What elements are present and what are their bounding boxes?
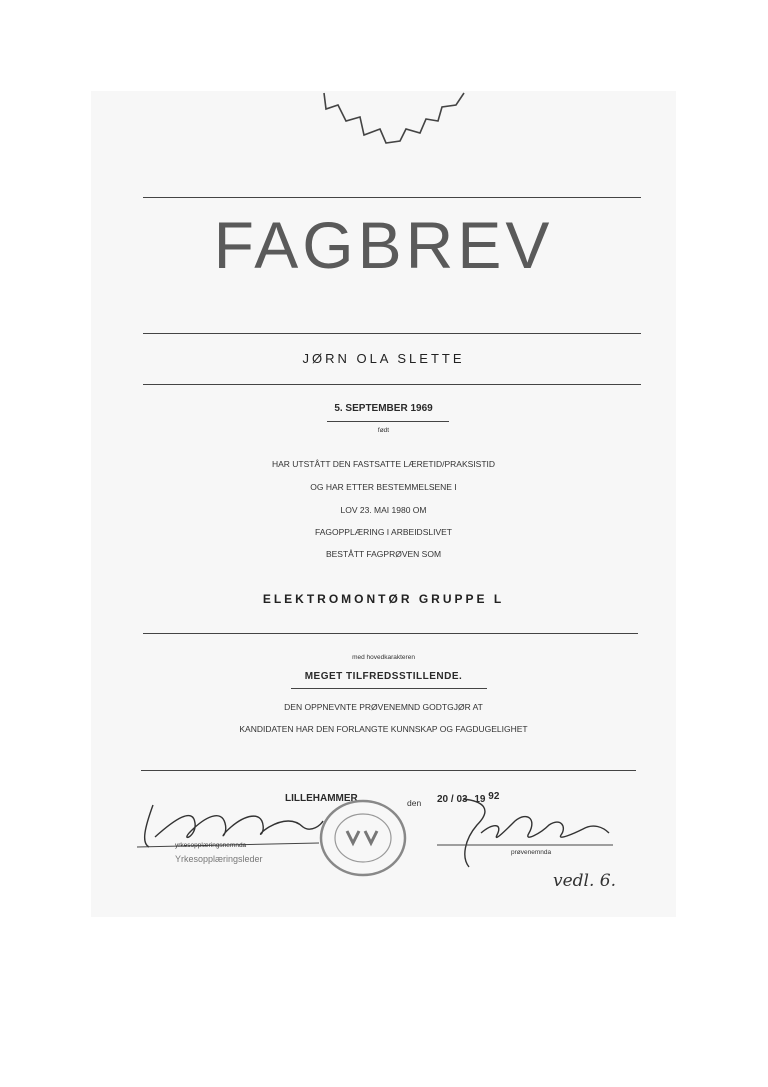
- statement-line-4: FAGOPPLÆRING I ARBEIDSLIVET: [315, 527, 452, 537]
- birth-date: 5. SEPTEMBER 1969: [334, 403, 433, 414]
- trade-title: ELEKTROMONTØR GRUPPE L: [262, 592, 505, 606]
- date-year: 92: [488, 791, 500, 802]
- title-bottom-rule: [143, 333, 641, 334]
- grade-label: med hovedkarakteren: [352, 654, 415, 661]
- date-month: 03: [456, 794, 468, 805]
- certificate-title: FAGBREV: [213, 208, 554, 282]
- handwritten-note: vedl. 6.: [553, 871, 617, 891]
- official-stamp-icon: [317, 797, 409, 879]
- attestation-line-2: KANDIDATEN HAR DEN FORLANGTE KUNNSKAP OG FAGDUGELIGHET: [239, 724, 528, 734]
- certificate-document: [91, 91, 676, 917]
- right-committee-label: prøvenemnda: [511, 849, 552, 856]
- place-label: LILLEHAMMER: [285, 793, 358, 804]
- statement-line-3: LOV 23. MAI 1980 OM: [340, 505, 427, 515]
- grade-value: MEGET TILFREDSSTILLENDE.: [304, 671, 463, 682]
- name-bottom-rule: [143, 384, 641, 385]
- signature-top-rule: [141, 770, 636, 771]
- date-day: 20: [437, 794, 449, 805]
- birth-date-underline: [327, 421, 449, 422]
- trade-bottom-rule: [143, 633, 638, 634]
- grade-underline: [291, 688, 487, 689]
- candidate-name: JØRN OLA SLETTE: [302, 351, 465, 366]
- attestation-line-1: DEN OPPNEVNTE PRØVENEMND GODTGJØR AT: [284, 702, 483, 712]
- den-label: den: [407, 798, 422, 808]
- date-century: 19: [474, 794, 486, 805]
- gear-emblem: [316, 91, 471, 151]
- statement-line-1: HAR UTSTÅTT DEN FASTSATTE LÆRETID/PRAKSISTID: [271, 459, 496, 469]
- right-signature: [437, 793, 617, 871]
- born-label: født: [377, 427, 390, 434]
- top-rule: [143, 197, 641, 198]
- issue-date: 20 / 03 19 92: [437, 791, 500, 805]
- left-role-label: Yrkesopplæringsleder: [175, 854, 263, 864]
- left-committee-label: yrkesopplæringsnemnda: [175, 842, 247, 849]
- statement-line-2: OG HAR ETTER BESTEMMELSENE I: [310, 482, 457, 492]
- statement-line-5: BESTÅTT FAGPRØVEN SOM: [325, 549, 442, 559]
